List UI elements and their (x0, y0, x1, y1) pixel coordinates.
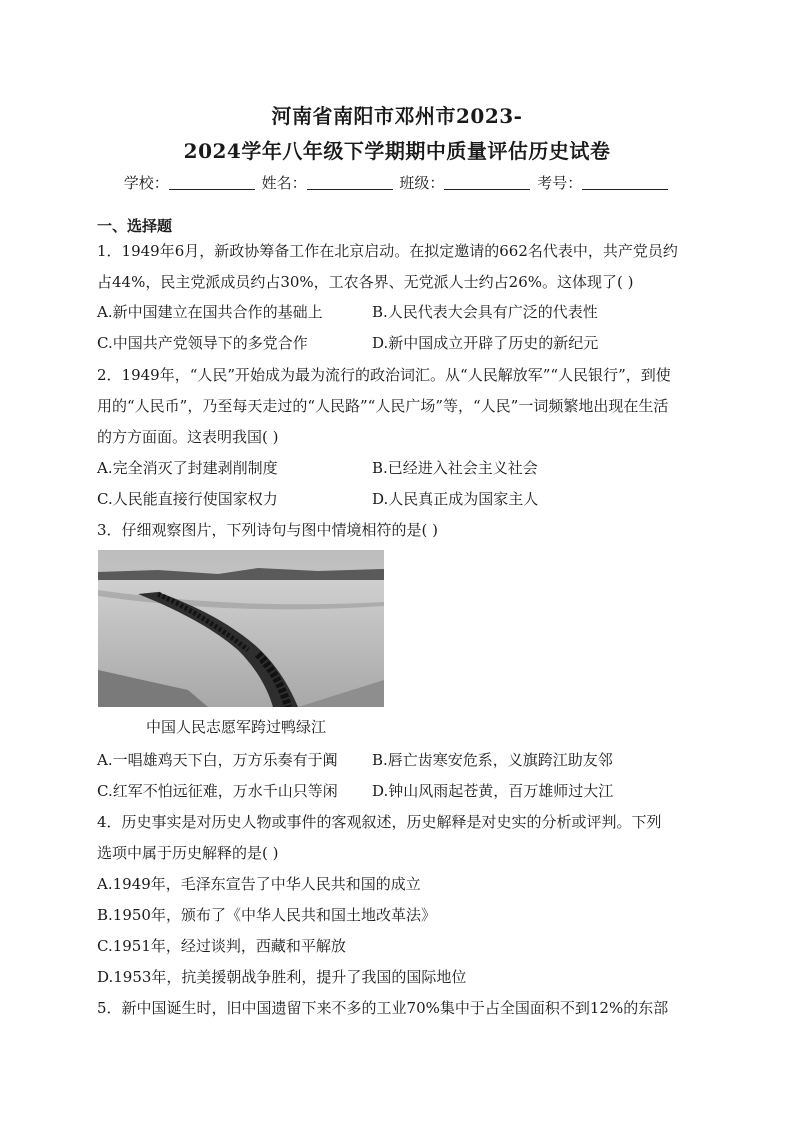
section-heading: 一、选择题 (97, 217, 173, 235)
class-label: 班级： (399, 174, 445, 192)
school-blank (169, 175, 255, 190)
q4-option-c: C.1951年，经过谈判，西藏和平解放 (97, 937, 346, 955)
volunteer-army-photo (98, 550, 384, 707)
q3-option-d: D.钟山风雨起苍黄，百万雄师过大江 (372, 782, 614, 800)
q3-option-a: A.一唱雄鸡天下白，万方乐奏有于阗 (97, 751, 338, 769)
q1-stem-line2: 占44%，民主党派成员约占30%，工农各界、无党派人士约占26%。这体现了( ) (97, 273, 634, 291)
q1-option-a: A.新中国建立在国共合作的基础上 (97, 303, 323, 321)
q4-option-d: D.1953年，抗美援朝战争胜利，提升了我国的国际地位 (97, 968, 467, 986)
q1-option-b: B.人民代表大会具有广泛的代表性 (372, 303, 598, 321)
student-info-row (0, 172, 794, 193)
q4-option-b: B.1950年，颁布了《中华人民共和国土地改革法》 (97, 906, 436, 924)
q2-option-d: D.人民真正成为国家主人 (372, 490, 539, 508)
exam-no-blank (582, 175, 668, 190)
exam-no-label: 考号： (537, 174, 583, 192)
q2-stem-line1: 2．1949年，“人民”开始成为最为流行的政治词汇。从“人民解放军”“人民银行”，到使 (97, 366, 671, 384)
q4-stem-line2: 选项中属于历史解释的是( ) (97, 844, 279, 862)
q3-option-b: B.唇亡齿寒安危系，义旗跨江助友邻 (372, 751, 613, 769)
q1-option-c: C.中国共产党领导下的多党合作 (97, 334, 308, 352)
school-label: 学校： (123, 174, 169, 192)
q1-option-d: D.新中国成立开辟了历史的新纪元 (372, 334, 599, 352)
name-blank (307, 175, 393, 190)
q2-option-c: C.人民能直接行使国家权力 (97, 490, 278, 508)
q5-stem-line1: 5．新中国诞生时，旧中国遗留下来不多的工业70%集中于占全国面积不到12%的东部 (97, 999, 669, 1017)
q4-option-a: A.1949年，毛泽东宣告了中华人民共和国的成立 (97, 875, 421, 893)
q1-stem-line1: 1．1949年6月，新政协筹备工作在北京启动。在拟定邀请的662名代表中，共产党员约 (97, 242, 678, 260)
photo-caption: 中国人民志愿军跨过鸭绿江 (146, 718, 327, 736)
q2-option-b: B.已经进入社会主义社会 (372, 459, 538, 477)
q2-option-a: A.完全消灭了封建剥削制度 (97, 459, 278, 477)
q2-stem-line3: 的方方面面。这表明我国( ) (97, 428, 279, 446)
q2-stem-line2: 用的“人民币”，乃至每天走过的“人民路”“人民广场”等，“人民”一词频繁地出现在生活 (97, 397, 669, 415)
name-label: 姓名： (261, 174, 307, 192)
q3-option-c: C.红军不怕远征难，万水千山只等闲 (97, 782, 338, 800)
class-blank (444, 175, 530, 190)
q4-stem-line1: 4．历史事实是对历史人物或事件的客观叙述，历史解释是对史实的分析或评判。下列 (97, 813, 662, 831)
exam-title-line2: 2024学年八年级下学期期中质量评估历史试卷 (183, 139, 611, 163)
exam-title-line1: 河南省南阳市邓州市2023- (271, 104, 523, 128)
q3-stem-line1: 3．仔细观察图片，下列诗句与图中情境相符的是( ) (97, 521, 439, 539)
